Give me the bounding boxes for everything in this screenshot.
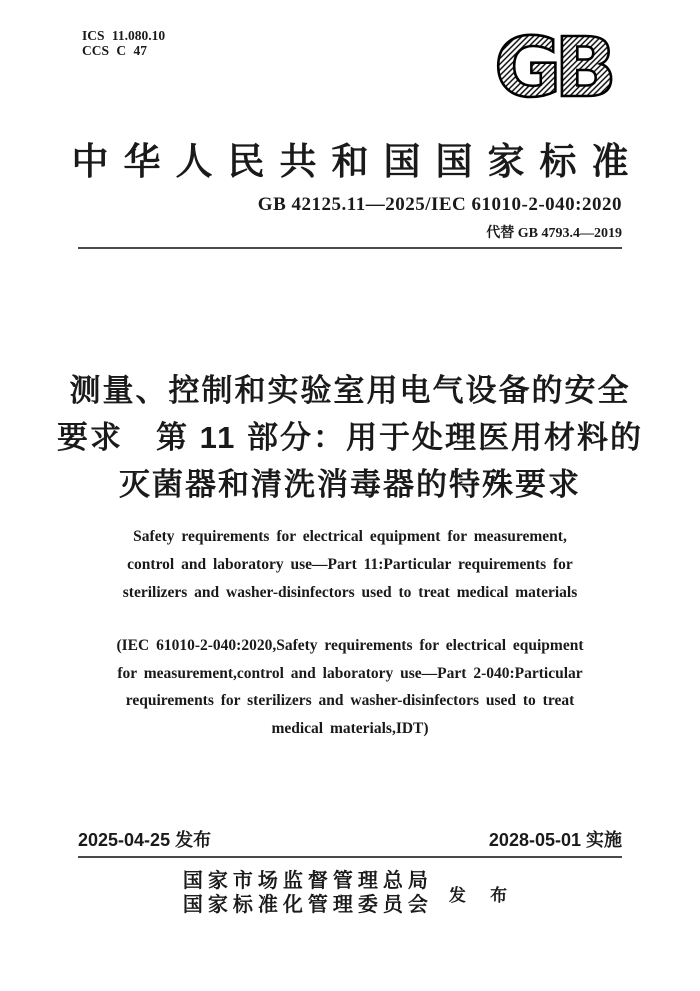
title-cn-line-2: 要求 第 11 部分：用于处理医用材料的 xyxy=(57,420,643,455)
gb-logo-text: GB xyxy=(494,26,610,110)
iec-adoption-note xyxy=(0,632,700,742)
adoption-line-4: medical materials,IDT) xyxy=(271,719,429,737)
ccs-code: CCS C 47 xyxy=(82,43,148,58)
title-en-line-2: control and laboratory use—Part 11:Particular requirements for xyxy=(127,556,573,573)
issuer-block xyxy=(0,869,700,917)
replaced-standard: 代替 GB 4793.4—2019 xyxy=(486,226,622,241)
issuer-line-1: 国家市场监督管理总局 xyxy=(182,870,433,892)
title-cn-line-3: 灭菌器和清洗消毒器的特殊要求 xyxy=(119,467,581,502)
implementation-date: 2028-05-01 实施 xyxy=(488,830,622,850)
national-standard-heading: 中华人民共和国国家标准 xyxy=(71,139,644,183)
issuer-names xyxy=(183,869,433,917)
bottom-divider xyxy=(78,856,622,858)
adoption-line-2: for measurement,control and laboratory use—Part 2-040:Particular xyxy=(117,664,583,682)
issuer-line-2: 国家标准化管理委员会 xyxy=(182,894,433,916)
title-en-line-1: Safety requirements for electrical equipment for measurement, xyxy=(133,528,567,545)
title-en-line-3: sterilizers and washer-disinfectors used to treat medical materials xyxy=(122,584,578,601)
title-cn-line-1: 测量、控制和实验室用电气设备的安全 xyxy=(69,373,631,408)
issue-date: 2025-04-25 发布 xyxy=(78,830,212,850)
title-chinese xyxy=(0,367,700,508)
gb-logo-icon xyxy=(480,26,624,110)
standard-code: GB 42125.11—2025/IEC 61010-2-040:2020 xyxy=(257,194,622,215)
adoption-line-3: requirements for sterilizers and washer-disinfectors used to treat xyxy=(125,692,575,709)
adoption-line-1: (IEC 61010-2-040:2020,Safety requirements for electrical equipment xyxy=(116,637,584,654)
date-row xyxy=(78,826,622,852)
classification-codes xyxy=(82,28,165,58)
gb-logo xyxy=(480,26,624,110)
top-divider xyxy=(78,247,622,249)
ics-code: ICS 11.080.10 xyxy=(82,28,166,43)
publish-label: 发 布 xyxy=(448,885,518,905)
title-english xyxy=(0,523,700,607)
